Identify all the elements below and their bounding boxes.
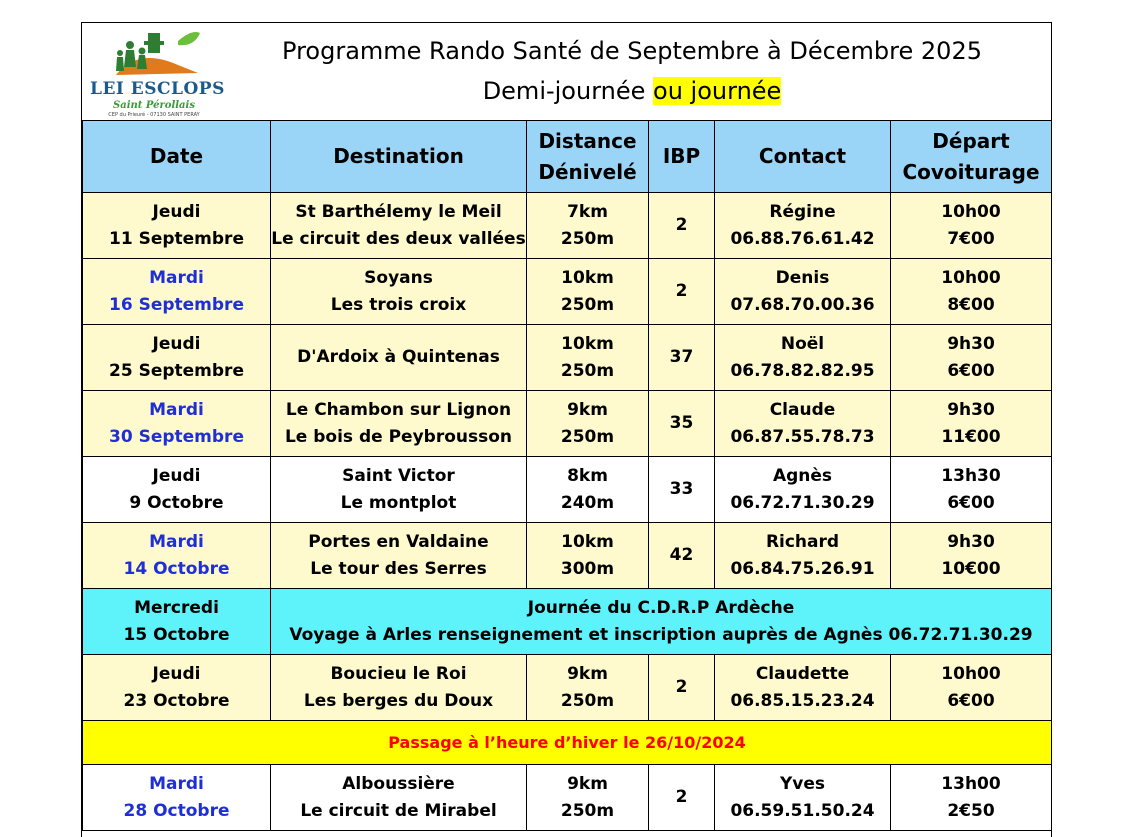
contact-cell-line1: Noël <box>780 333 825 354</box>
destination-cell <box>271 765 527 831</box>
destination-cell-line2: Le montplot <box>340 492 457 513</box>
date-cell-line1: Jeudi <box>152 663 201 684</box>
contact-cell-line1: Denis <box>775 267 830 288</box>
contact-cell-line2: 06.78.82.82.95 <box>730 360 875 381</box>
date-cell-line2: 9 Octobre <box>129 492 224 513</box>
ibp-cell <box>649 457 715 523</box>
date-cell <box>83 457 271 523</box>
col-distance-line2: Dénivelé <box>538 159 637 184</box>
destination-cell <box>271 655 527 721</box>
ibp-cell <box>649 765 715 831</box>
distance-cell-line1: 10km <box>561 531 614 552</box>
destination-cell-line1: St Barthélemy le Meil <box>295 201 502 222</box>
subtitle-text: Demi-journée <box>482 77 654 105</box>
contact-cell <box>715 523 891 589</box>
depart-cell-line1: 10h00 <box>941 267 1001 288</box>
distance-cell-line2: 250m <box>560 426 615 447</box>
distance-cell-line1: 10km <box>561 333 614 354</box>
distance-cell-line1: 9km <box>567 773 608 794</box>
ibp-cell-line1: 2 <box>675 787 688 807</box>
band-cell-line1: Passage à l’heure d’hiver le 26/10/2024 <box>388 733 746 752</box>
ibp-cell-line1: 33 <box>669 479 694 499</box>
logo-subtitle: Saint Pérollais <box>113 100 195 111</box>
contact-cell <box>715 655 891 721</box>
destination-cell-line1: Boucieu le Roi <box>330 663 467 684</box>
distance-cell <box>527 325 649 391</box>
ibp-cell <box>649 325 715 391</box>
date-cell <box>83 523 271 589</box>
contact-cell <box>715 325 891 391</box>
ibp-cell <box>649 391 715 457</box>
destination-cell-line1: D'Ardoix à Quintenas <box>297 347 500 367</box>
distance-cell-line1: 8km <box>567 465 608 486</box>
date-cell-line2: 15 Octobre <box>123 624 230 645</box>
contact-cell <box>715 193 891 259</box>
depart-cell <box>891 391 1052 457</box>
col-date: Date <box>83 121 271 193</box>
ibp-cell-line1: 2 <box>675 215 688 235</box>
date-cell-line2: 11 Septembre <box>109 228 244 249</box>
date-cell-line1: Mercredi <box>134 597 219 618</box>
destination-cell-line1: Le Chambon sur Lignon <box>285 399 512 420</box>
destination-cell-line2: Le circuit des deux vallées <box>271 228 526 249</box>
col-destination: Destination <box>271 121 527 193</box>
distance-cell-line2: 250m <box>560 294 615 315</box>
destination-cell-line2: Les berges du Doux <box>303 690 494 711</box>
date-cell-line2: 14 Octobre <box>123 558 230 579</box>
ibp-cell-line1: 37 <box>669 347 694 367</box>
col-depart <box>891 121 1052 193</box>
depart-cell-line2: 10€00 <box>941 558 1001 579</box>
distance-cell <box>527 457 649 523</box>
ibp-cell <box>649 259 715 325</box>
contact-cell-line2: 06.59.51.50.24 <box>730 800 875 821</box>
distance-cell-line1: 9km <box>567 399 608 420</box>
date-cell-line2: 16 Septembre <box>109 294 244 315</box>
date-cell-line1: Mardi <box>149 773 204 794</box>
distance-cell-line2: 250m <box>560 800 615 821</box>
date-cell-line1: Jeudi <box>152 465 201 486</box>
distance-cell <box>527 259 649 325</box>
date-cell-line2: 30 Septembre <box>109 426 244 447</box>
contact-cell-line2: 06.87.55.78.73 <box>730 426 875 447</box>
contact-cell-line2: 06.72.71.30.29 <box>730 492 875 513</box>
date-cell-line1: Jeudi <box>152 201 201 222</box>
contact-cell-line2: 06.88.76.61.42 <box>730 228 875 249</box>
destination-cell <box>271 391 527 457</box>
contact-cell-line2: 06.84.75.26.91 <box>730 558 875 579</box>
contact-cell-line1: Yves <box>779 773 826 794</box>
contact-cell <box>715 765 891 831</box>
logo-address: CEP du Prieuré - 07130 SAINT PERAY <box>108 112 200 118</box>
distance-cell-line2: 250m <box>560 690 615 711</box>
table-row <box>83 259 1052 325</box>
col-distance-line1: Distance <box>538 128 637 153</box>
contact-cell <box>715 391 891 457</box>
ibp-cell <box>649 655 715 721</box>
destination-cell-line1: Portes en Valdaine <box>308 531 489 552</box>
winter-time-band <box>83 721 1052 765</box>
depart-cell <box>891 193 1052 259</box>
logo-name: LEI ESCLOPS <box>90 79 225 99</box>
special-event-row <box>83 589 1052 655</box>
depart-cell-line1: 9h30 <box>947 399 995 420</box>
distance-cell-line2: 300m <box>560 558 615 579</box>
col-depart-line2: Covoiturage <box>902 159 1040 184</box>
date-cell-line1: Mardi <box>149 267 204 288</box>
date-cell-line2: 25 Septembre <box>109 360 244 381</box>
table-header-row <box>83 121 1052 193</box>
contact-cell-line1: Régine <box>769 201 836 222</box>
destination-cell <box>271 457 527 523</box>
date-cell <box>83 655 271 721</box>
distance-cell-line1: 10km <box>561 267 614 288</box>
document-sheet <box>81 22 1052 837</box>
destination-cell-line2: Le tour des Serres <box>310 558 487 579</box>
col-distance <box>527 121 649 193</box>
depart-cell <box>891 655 1052 721</box>
destination-cell <box>271 325 527 391</box>
date-cell <box>83 325 271 391</box>
ibp-cell-line1: 42 <box>669 545 694 565</box>
distance-cell <box>527 391 649 457</box>
distance-cell-line2: 250m <box>560 228 615 249</box>
depart-cell-line1: 10h00 <box>941 201 1001 222</box>
date-cell-line2: 28 Octobre <box>123 800 230 821</box>
ibp-cell-line1: 2 <box>675 677 688 697</box>
destination-cell-line2: Les trois croix <box>330 294 467 315</box>
page-subtitle <box>232 77 1032 105</box>
destination-cell-line1: Soyans <box>364 267 433 288</box>
distance-cell <box>527 193 649 259</box>
date-cell <box>83 765 271 831</box>
depart-cell-line2: 6€00 <box>947 690 995 711</box>
destination-cell <box>271 523 527 589</box>
destination-cell <box>271 259 527 325</box>
contact-cell-line1: Richard <box>765 531 840 552</box>
special-event-cell <box>271 589 1052 655</box>
table-row <box>83 193 1052 259</box>
ibp-cell <box>649 193 715 259</box>
depart-cell-line2: 6€00 <box>947 492 995 513</box>
date-cell <box>83 259 271 325</box>
depart-cell-line2: 7€00 <box>947 228 995 249</box>
contact-cell-line2: 07.68.70.00.36 <box>730 294 875 315</box>
depart-cell-line2: 11€00 <box>941 426 1001 447</box>
depart-cell <box>891 523 1052 589</box>
distance-cell <box>527 655 649 721</box>
table-row <box>83 523 1052 589</box>
distance-cell-line2: 250m <box>560 360 615 381</box>
date-cell-line1: Mardi <box>149 399 204 420</box>
depart-cell-line1: 13h00 <box>941 773 1001 794</box>
depart-cell-line2: 2€50 <box>947 800 995 821</box>
date-cell-line1: Mardi <box>149 531 204 552</box>
date-cell <box>83 193 271 259</box>
schedule-table <box>82 120 1052 831</box>
col-contact: Contact <box>715 121 891 193</box>
col-ibp: IBP <box>649 121 715 193</box>
special-event-cell-line2: Voyage à Arles renseignement et inscription auprès de Agnès 06.72.71.30.29 <box>289 624 1033 645</box>
col-depart-line1: Départ <box>932 128 1010 153</box>
band-cell <box>83 721 1052 765</box>
depart-cell <box>891 259 1052 325</box>
depart-cell <box>891 325 1052 391</box>
hikers-logo-icon <box>108 27 208 79</box>
depart-cell-line1: 10h00 <box>941 663 1001 684</box>
distance-cell <box>527 523 649 589</box>
depart-cell <box>891 765 1052 831</box>
subtitle-highlight: ou journée <box>653 77 782 105</box>
contact-cell <box>715 457 891 523</box>
depart-cell-line1: 13h30 <box>941 465 1001 486</box>
contact-cell-line1: Claude <box>769 399 836 420</box>
contact-cell <box>715 259 891 325</box>
distance-cell-line1: 9km <box>567 663 608 684</box>
date-cell <box>83 589 271 655</box>
page-title: Programme Rando Santé de Septembre à Décembre 2025 <box>282 37 982 65</box>
ibp-cell-line1: 2 <box>675 281 688 301</box>
destination-cell-line1: Alboussière <box>342 773 455 794</box>
table-row <box>83 655 1052 721</box>
distance-cell-line2: 240m <box>560 492 615 513</box>
table-row <box>83 325 1052 391</box>
contact-cell-line2: 06.85.15.23.24 <box>730 690 875 711</box>
club-logo <box>86 27 226 117</box>
contact-cell-line1: Agnès <box>772 465 833 486</box>
date-cell-line1: Jeudi <box>152 333 201 354</box>
distance-cell <box>527 765 649 831</box>
depart-cell <box>891 457 1052 523</box>
distance-cell-line1: 7km <box>567 201 608 222</box>
destination-cell-line1: Saint Victor <box>342 465 455 486</box>
depart-cell-line1: 9h30 <box>947 333 995 354</box>
ibp-cell <box>649 523 715 589</box>
document-header <box>82 23 1051 121</box>
table-row <box>83 765 1052 831</box>
depart-cell-line2: 8€00 <box>947 294 995 315</box>
depart-cell-line2: 6€00 <box>947 360 995 381</box>
destination-cell <box>271 193 527 259</box>
destination-cell-line2: Le bois de Peybrousson <box>284 426 513 447</box>
ibp-cell-line1: 35 <box>669 413 694 433</box>
depart-cell-line1: 9h30 <box>947 531 995 552</box>
table-row <box>83 391 1052 457</box>
destination-cell-line2: Le circuit de Mirabel <box>300 800 497 821</box>
contact-cell-line1: Claudette <box>755 663 850 684</box>
special-event-cell-line1: Journée du C.D.R.P Ardèche <box>527 597 795 618</box>
date-cell-line2: 23 Octobre <box>123 690 230 711</box>
table-row <box>83 457 1052 523</box>
date-cell <box>83 391 271 457</box>
